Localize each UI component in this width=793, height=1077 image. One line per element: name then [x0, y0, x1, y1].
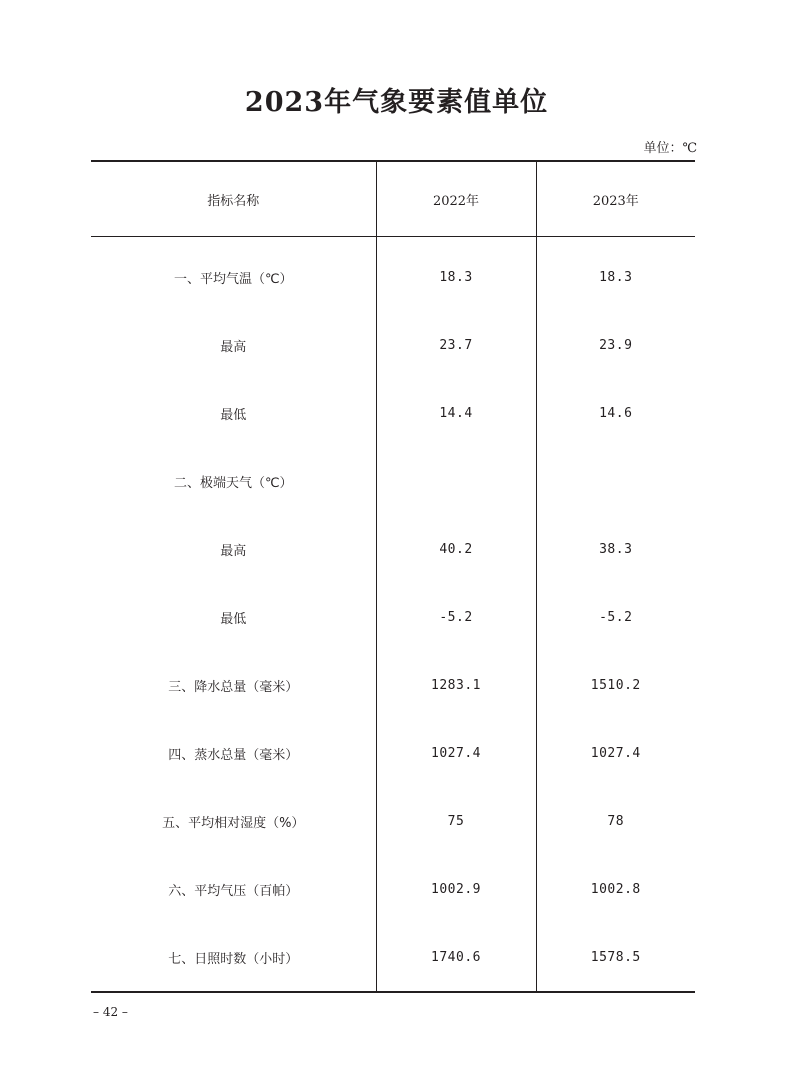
row-label: 五、平均相对湿度（%）	[162, 815, 305, 831]
row-label: 最低	[220, 611, 247, 627]
value-2022: 14.4	[376, 379, 536, 447]
value-2023: 14.6	[536, 379, 695, 447]
value-2023: 38.3	[536, 515, 695, 583]
row-label: 最高	[220, 339, 247, 355]
table-row	[91, 447, 695, 515]
row-label: 最高	[220, 543, 247, 559]
value-2022: 1027.4	[376, 719, 536, 787]
value-2023: 1027.4	[536, 719, 695, 787]
value-2023: 1578.5	[536, 923, 695, 992]
value-2023	[536, 447, 695, 515]
table-row	[91, 787, 695, 855]
table-row	[91, 583, 695, 651]
table-row	[91, 855, 695, 923]
value-2022: 1283.1	[376, 651, 536, 719]
table-header	[91, 161, 695, 237]
table-row	[91, 923, 695, 992]
row-label: 四、蒸水总量（毫米）	[168, 747, 299, 763]
table-row	[91, 379, 695, 447]
table-row	[91, 719, 695, 787]
row-label: 三、降水总量（毫米）	[168, 679, 299, 695]
value-2023: 23.9	[536, 311, 695, 379]
unit-label: 单位：℃	[643, 141, 697, 156]
value-2023: 1002.8	[536, 855, 695, 923]
table-row	[91, 237, 695, 312]
row-label: 二、极端天气（℃）	[173, 475, 293, 491]
value-2022	[376, 447, 536, 515]
table-row	[91, 515, 695, 583]
value-2022: 75	[376, 787, 536, 855]
data-table	[91, 160, 695, 993]
header-year-2023: 2023年	[536, 161, 695, 237]
value-2023: -5.2	[536, 583, 695, 651]
page-number: – 42 –	[93, 1005, 128, 1019]
value-2022: 1740.6	[376, 923, 536, 992]
value-2023: 18.3	[536, 237, 695, 312]
table-row	[91, 311, 695, 379]
table-row	[91, 651, 695, 719]
header-row	[91, 161, 695, 237]
table-body	[91, 237, 695, 993]
row-label: 七、日照时数（小时）	[91, 923, 376, 992]
value-2023: 1510.2	[536, 651, 695, 719]
page-title: 2023年气象要素值单位	[244, 87, 549, 118]
value-2022: 23.7	[376, 311, 536, 379]
value-2022: 40.2	[376, 515, 536, 583]
row-label: 一、平均气温（℃）	[173, 271, 293, 287]
row-label: 六、平均气压（百帕）	[168, 883, 299, 899]
value-2022: 18.3	[376, 237, 536, 312]
value-2023: 78	[536, 787, 695, 855]
row-label: 最低	[220, 407, 247, 423]
value-2022: -5.2	[376, 583, 536, 651]
header-year-2022: 2022年	[376, 161, 536, 237]
value-2022: 1002.9	[376, 855, 536, 923]
header-indicator-name: 指标名称	[91, 161, 376, 237]
